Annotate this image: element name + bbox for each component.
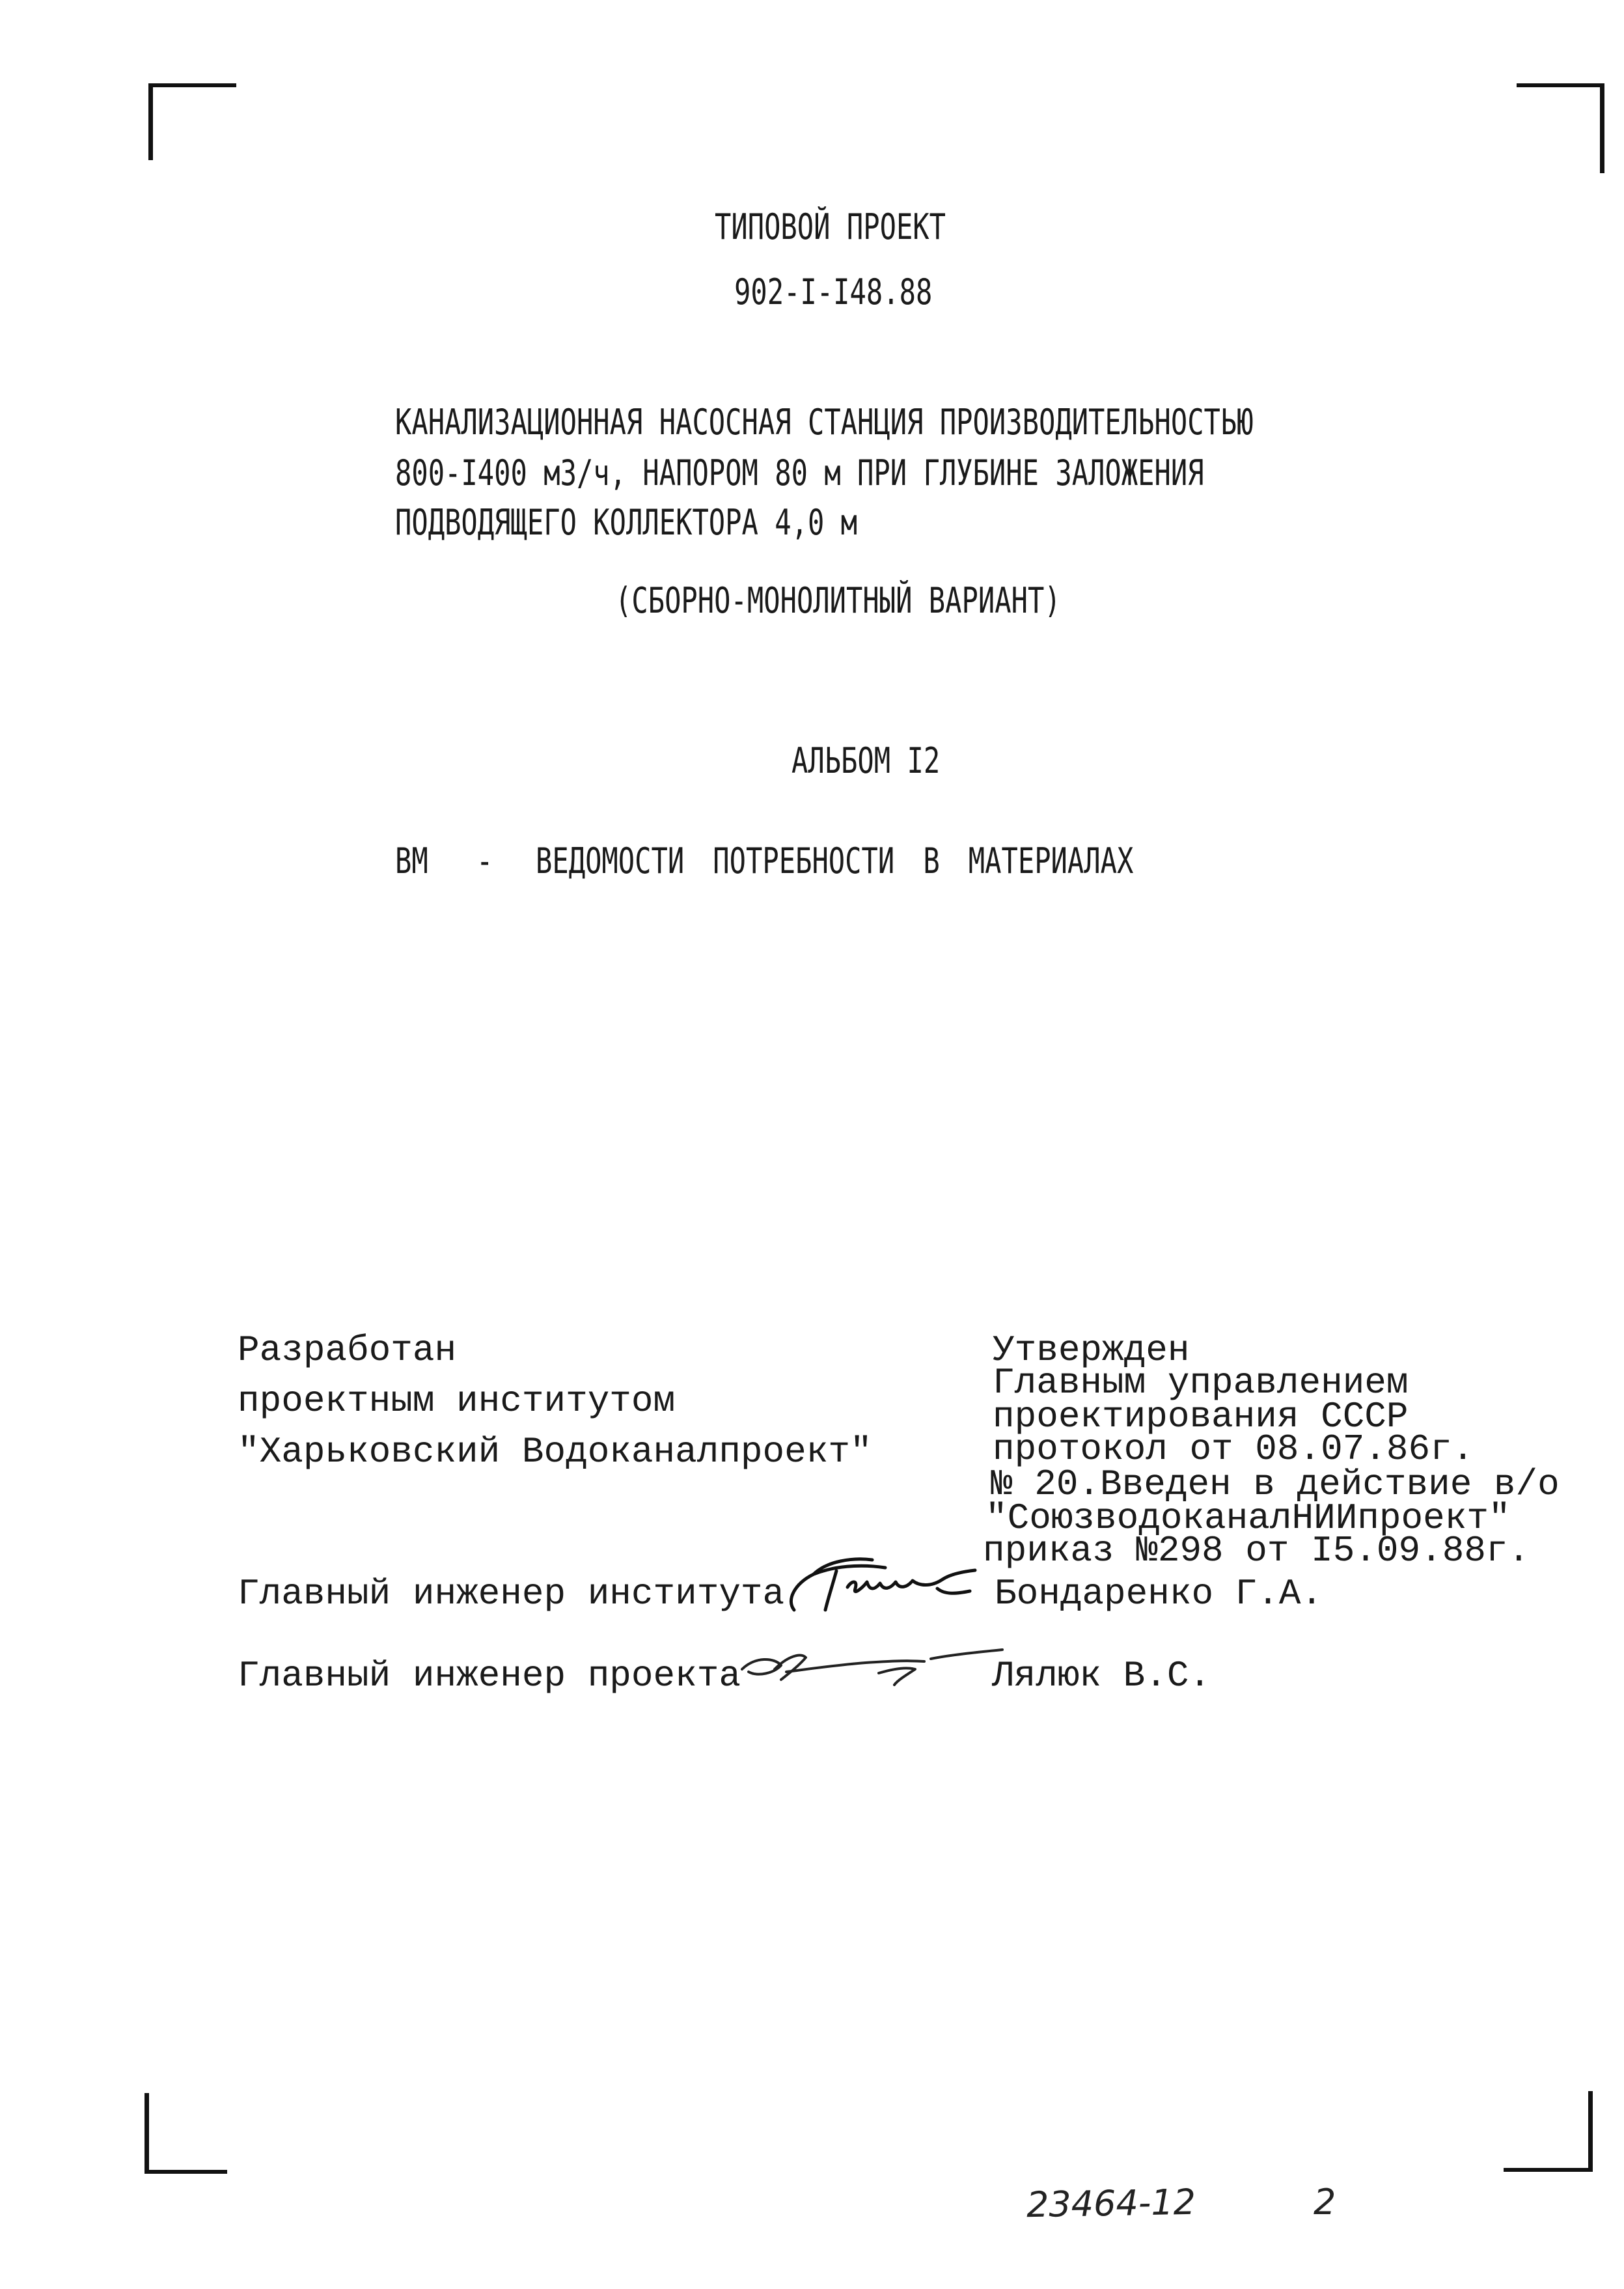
corner-mark-top-left bbox=[148, 83, 236, 160]
chief-institute-name: Бондаренко Г.А. bbox=[995, 1573, 1323, 1615]
album-dash: - bbox=[476, 840, 493, 881]
developed-line-3: "Харьковский Водоканалпроект" bbox=[238, 1431, 872, 1473]
approved-line-4: протокол от 08.07.86г. bbox=[993, 1428, 1474, 1470]
approved-line-5: № 20.Введен в действие в/о bbox=[991, 1464, 1560, 1505]
page-number: 2 bbox=[1314, 2182, 1336, 2223]
signature-chief-institute bbox=[775, 1548, 983, 1620]
chief-project-label: Главный инженер проекта bbox=[238, 1655, 741, 1697]
approved-line-2: Главным управлением bbox=[993, 1362, 1409, 1404]
title-line-3: ПОДВОДЯЩЕГО КОЛЛЕКТОРА 4,0 м bbox=[395, 502, 858, 543]
project-type: ТИПОВОЙ ПРОЕКТ bbox=[715, 206, 946, 247]
project-number: 902-I-I48.88 bbox=[734, 271, 933, 312]
approved-line-1: Утвержден bbox=[993, 1329, 1190, 1371]
approved-line-6: "СоюзводоканалНИИпроект" bbox=[985, 1497, 1511, 1539]
album-label: АЛЬБОМ I2 bbox=[791, 740, 941, 781]
title-line-2: 800-I400 м3/ч, НАПОРОМ 80 м ПРИ ГЛУБИНЕ ЗАЛОЖЕНИЯ bbox=[395, 452, 1204, 493]
album-name: ВЕДОМОСТИ ПОТРЕБНОСТИ В МАТЕРИАЛАХ bbox=[536, 840, 1134, 881]
title-line-1: КАНАЛИЗАЦИОННАЯ НАСОСНАЯ СТАНЦИЯ ПРОИЗВОДИТЕЛЬНОСТЬЮ bbox=[395, 402, 1254, 443]
chief-project-name: Лялюк В.С. bbox=[992, 1655, 1211, 1697]
developed-line-1: Разработан bbox=[238, 1329, 457, 1371]
album-code: ВМ bbox=[395, 840, 428, 881]
inventory-number: 23464-12 bbox=[1026, 2181, 1196, 2226]
corner-mark-bottom-left bbox=[145, 2093, 227, 2174]
approved-line-7: приказ №298 от I5.09.88г. bbox=[983, 1530, 1530, 1572]
signature-chief-project bbox=[736, 1643, 1009, 1695]
title-variant: (СБОРНО-МОНОЛИТНЫЙ ВАРИАНТ) bbox=[615, 580, 1061, 621]
developed-line-2: проектным институтом bbox=[238, 1380, 676, 1422]
chief-institute-label: Главный инженер института bbox=[238, 1573, 785, 1615]
approved-line-3: проектирования СССР bbox=[993, 1396, 1409, 1437]
corner-mark-bottom-right bbox=[1504, 2091, 1593, 2172]
corner-mark-top-right bbox=[1517, 83, 1604, 173]
